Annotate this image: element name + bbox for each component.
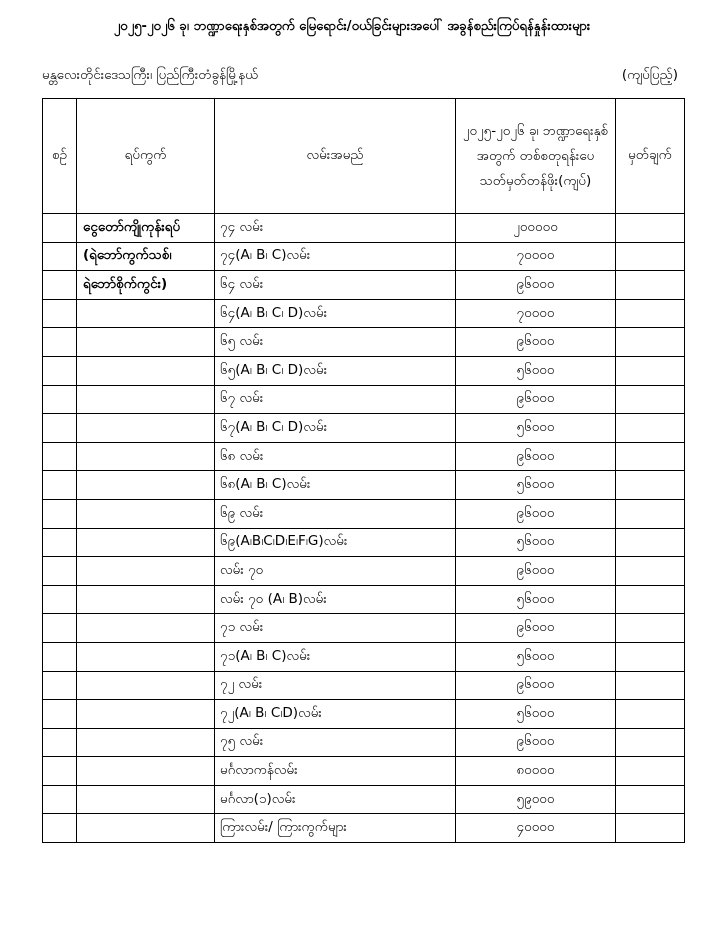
cell-amount: ၉၆၀၀၀ [456, 728, 616, 757]
cell-street: ၆၅(A၊ B၊ C၊ D)လမ်း [215, 356, 456, 385]
cell-no [43, 356, 77, 385]
currency-unit-label: (ကျပ်ပြည့်) [621, 67, 678, 83]
cell-amount: ၉၆၀၀၀ [456, 499, 616, 528]
cell-ward [77, 785, 215, 814]
cell-ward [77, 499, 215, 528]
cell-amount: ၅၆၀၀၀ [456, 700, 616, 729]
cell-no [43, 528, 77, 557]
table-row [43, 328, 685, 357]
cell-amount: ၉၆၀၀၀ [456, 671, 616, 700]
cell-street: ၇၅ လမ်း [215, 728, 456, 757]
table-row [43, 471, 685, 500]
region-township-label: မန္တလေးတိုင်းဒေသကြီး၊ ပြည်ကြီးတံခွန်မြို့နယ် [42, 67, 259, 83]
cell-remarks [616, 271, 685, 300]
cell-remarks [616, 414, 685, 443]
cell-amount: ၅၆၀၀၀ [456, 414, 616, 443]
cell-remarks [616, 614, 685, 643]
cell-no [43, 585, 77, 614]
cell-remarks [616, 242, 685, 271]
cell-no [43, 614, 77, 643]
cell-no [43, 242, 77, 271]
cell-no [43, 214, 77, 243]
cell-ward: ရဲဘော်စိုက်ကွင်း) [77, 271, 215, 300]
cell-amount: ၉၆၀၀၀ [456, 614, 616, 643]
cell-amount: ၅၆၀၀၀ [456, 528, 616, 557]
cell-remarks [616, 700, 685, 729]
cell-amount: ၉၆၀၀၀ [456, 271, 616, 300]
table-row [43, 385, 685, 414]
cell-remarks [616, 356, 685, 385]
cell-amount: ၈၀၀၀၀ [456, 757, 616, 786]
cell-remarks [616, 328, 685, 357]
land-tax-rate-table [42, 98, 685, 843]
table-row [43, 757, 685, 786]
cell-ward [77, 471, 215, 500]
cell-ward [77, 642, 215, 671]
cell-ward [77, 414, 215, 443]
document-title: ၂၀၂၅-၂၀၂၆ ခု၊ ဘဏ္ဍာရေးနှစ်အတွက် မြေရောင်း/ဝယ်ခြင်းများအပေါ် အခွန်စည်းကြပ်ရန်နှုန်းထားများ [113, 19, 591, 34]
cell-ward [77, 728, 215, 757]
cell-street: ၆၉(A၊B၊C၊D၊E၊F၊G)လမ်း [215, 528, 456, 557]
cell-remarks [616, 471, 685, 500]
cell-no [43, 728, 77, 757]
cell-remarks [616, 585, 685, 614]
table-row [43, 414, 685, 443]
cell-street: မင်္ဂလာကန်လမ်း [215, 757, 456, 786]
cell-amount: ၅၆၀၀၀ [456, 356, 616, 385]
cell-ward [77, 700, 215, 729]
cell-street: ၆၇ လမ်း [215, 385, 456, 414]
table-row [43, 814, 685, 843]
cell-remarks [616, 385, 685, 414]
cell-no [43, 557, 77, 586]
table-row [43, 271, 685, 300]
table-header-row [43, 99, 685, 214]
table-row [43, 499, 685, 528]
cell-remarks [616, 642, 685, 671]
cell-no [43, 271, 77, 300]
header-no: စဉ် [43, 99, 77, 214]
cell-amount: ၄၀၀၀၀ [456, 814, 616, 843]
cell-ward [77, 299, 215, 328]
cell-street: ကြားလမ်း/ ကြားကွက်များ [215, 814, 456, 843]
cell-no [43, 700, 77, 729]
table-row [43, 299, 685, 328]
header-remarks: မှတ်ချက် [616, 99, 685, 214]
cell-street: ၇၁ လမ်း [215, 614, 456, 643]
cell-no [43, 642, 77, 671]
cell-amount: ၅၆၀၀၀ [456, 642, 616, 671]
cell-street: မင်္ဂလာ(၁)လမ်း [215, 785, 456, 814]
cell-remarks [616, 728, 685, 757]
cell-remarks [616, 499, 685, 528]
cell-no [43, 757, 77, 786]
cell-amount: ၇၀၀၀၀ [456, 299, 616, 328]
table-row [43, 785, 685, 814]
cell-remarks [616, 214, 685, 243]
cell-remarks [616, 814, 685, 843]
cell-ward [77, 614, 215, 643]
cell-street: ၇၁(A၊ B၊ C)လမ်း [215, 642, 456, 671]
header-amount: ၂၀၂၅-၂၀၂၆ ခု၊ ဘဏ္ဍာရေးနှစ်အတွက် တစ်စတုရန်းပေ သတ်မှတ်တန်ဖိုး(ကျပ်) [456, 99, 616, 214]
cell-no [43, 671, 77, 700]
table-row [43, 214, 685, 243]
cell-no [43, 414, 77, 443]
cell-amount: ၅၉၀၀၀ [456, 785, 616, 814]
cell-no [43, 299, 77, 328]
cell-no [43, 785, 77, 814]
table-row [43, 671, 685, 700]
cell-ward [77, 442, 215, 471]
cell-remarks [616, 671, 685, 700]
cell-street: ၆၈(A၊ B၊ C)လမ်း [215, 471, 456, 500]
cell-ward [77, 528, 215, 557]
cell-ward [77, 328, 215, 357]
cell-street: လမ်း ၇၀ (A၊ B)လမ်း [215, 585, 456, 614]
cell-ward: ငွေတော်ကျိုကုန်းရပ် [77, 214, 215, 243]
cell-amount: ၉၆၀၀၀ [456, 442, 616, 471]
cell-ward [77, 557, 215, 586]
cell-street: ၆၇(A၊ B၊ C၊ D)လမ်း [215, 414, 456, 443]
table-row [43, 528, 685, 557]
cell-amount: ၉၆၀၀၀ [456, 557, 616, 586]
cell-street: ၆၄(A၊ B၊ C၊ D)လမ်း [215, 299, 456, 328]
cell-remarks [616, 757, 685, 786]
table-row [43, 557, 685, 586]
cell-ward [77, 757, 215, 786]
cell-ward [77, 585, 215, 614]
cell-remarks [616, 442, 685, 471]
cell-ward [77, 356, 215, 385]
table-row [43, 442, 685, 471]
cell-street: ၆၉ လမ်း [215, 499, 456, 528]
cell-no [43, 385, 77, 414]
table-row [43, 614, 685, 643]
cell-no [43, 814, 77, 843]
cell-street: ၆၅ လမ်း [215, 328, 456, 357]
table-row [43, 700, 685, 729]
cell-no [43, 328, 77, 357]
cell-remarks [616, 299, 685, 328]
cell-remarks [616, 528, 685, 557]
cell-amount: ၅၆၀၀၀ [456, 585, 616, 614]
table-row [43, 585, 685, 614]
cell-amount: ၉၆၀၀၀ [456, 385, 616, 414]
cell-ward [77, 385, 215, 414]
cell-street: ၇၂ လမ်း [215, 671, 456, 700]
header-ward: ရပ်ကွက် [77, 99, 215, 214]
cell-street: ၇၄ လမ်း [215, 214, 456, 243]
cell-street: လမ်း ၇၀ [215, 557, 456, 586]
cell-ward [77, 671, 215, 700]
cell-amount: ၉၆၀၀၀ [456, 328, 616, 357]
cell-amount: ၅၆၀၀၀ [456, 471, 616, 500]
subtitle-row [42, 66, 678, 90]
table-row [43, 728, 685, 757]
table-row [43, 642, 685, 671]
cell-no [43, 499, 77, 528]
table-row [43, 356, 685, 385]
table-row [43, 242, 685, 271]
cell-remarks [616, 557, 685, 586]
cell-street: ၆၄ လမ်း [215, 271, 456, 300]
cell-no [43, 471, 77, 500]
cell-street: ၇၄(A၊ B၊ C)လမ်း [215, 242, 456, 271]
cell-amount: ၇၀၀၀၀ [456, 242, 616, 271]
cell-ward [77, 814, 215, 843]
cell-street: ၇၂(A၊ B၊ C၊D)လမ်း [215, 700, 456, 729]
cell-amount: ၂၀၀၀၀၀ [456, 214, 616, 243]
cell-no [43, 442, 77, 471]
header-street: လမ်းအမည် [215, 99, 456, 214]
cell-remarks [616, 785, 685, 814]
cell-street: ၆၈ လမ်း [215, 442, 456, 471]
cell-ward: (ရဲဘော်ကွက်သစ်၊ [77, 242, 215, 271]
